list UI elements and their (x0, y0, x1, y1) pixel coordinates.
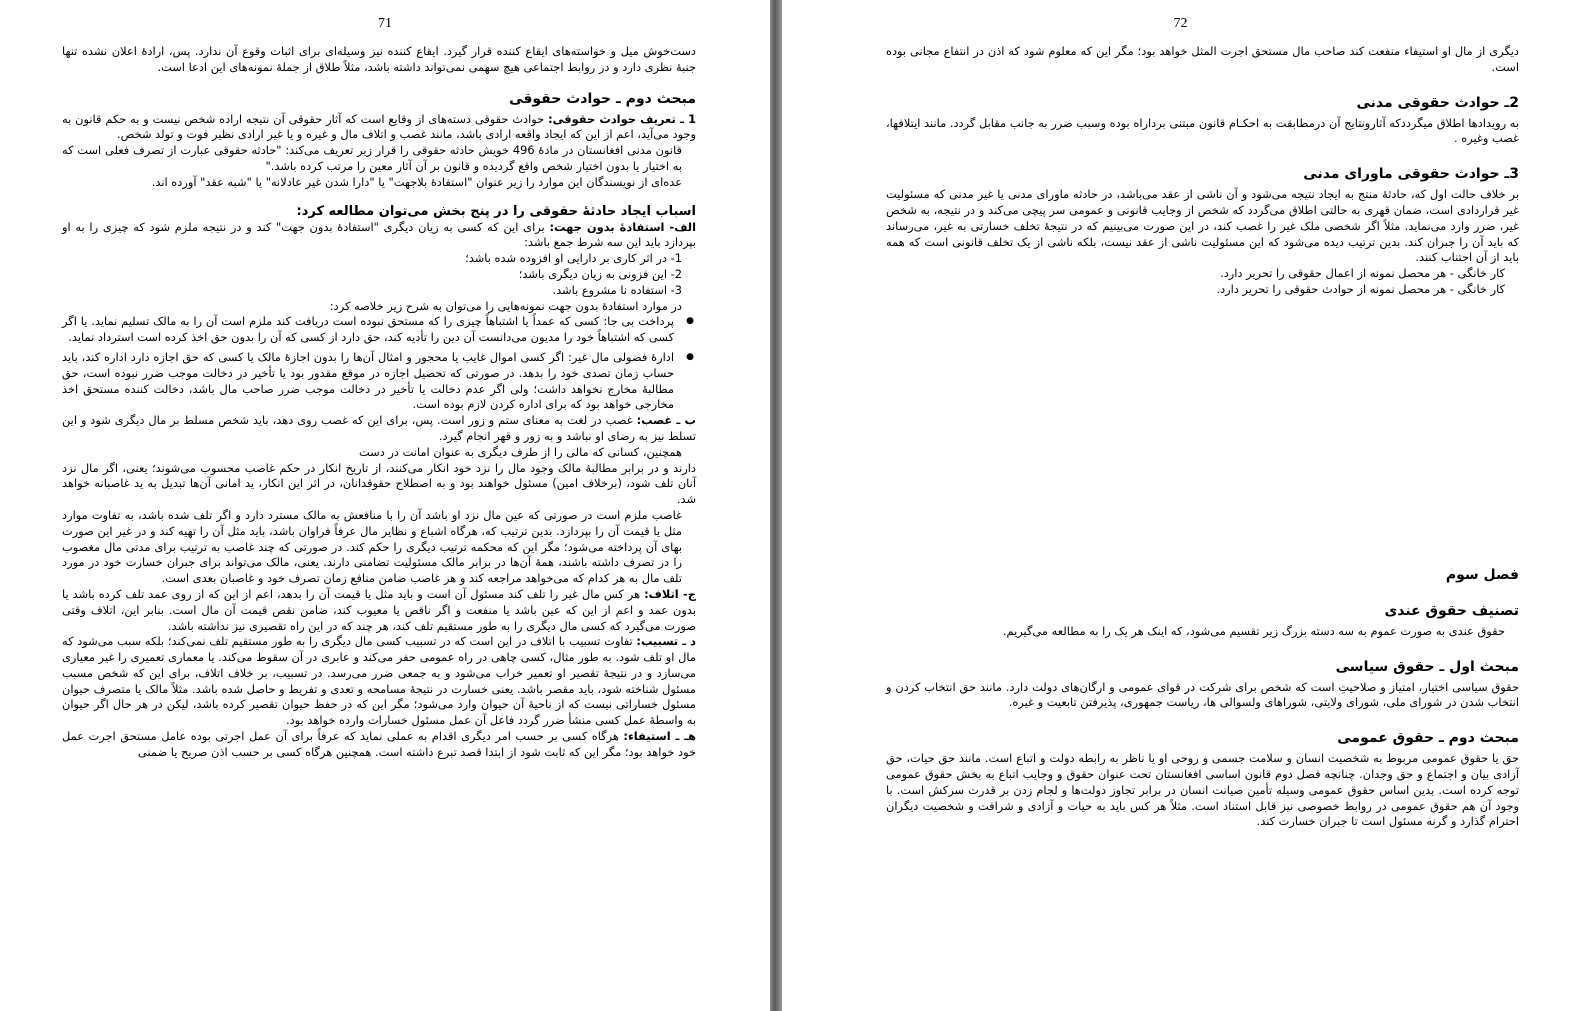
paragraph-intro: دست‌خوش میل و خواسته‌های ایقاع کننده قرار گیرد. ایقاع کننده نیز وسیله‌ای برای اثبات وقوع آن ندارد. پس، ارادهٔ اعلان نشده تنها جنبهٔ نظری دارد و در روابط اجتماعی هیچ سهمی نمی‌تواند داشته باشد، مثلاً طلاق از جملهٔ نمونه‌های این ادعا است. (62, 44, 696, 74)
condition-item: 1- در اثر کاری بر دارایی او افزوده شده باشد؛ (465, 251, 682, 266)
paragraph-dal (62, 634, 696, 729)
page-content (886, 44, 1519, 830)
page-number: 72 (1173, 16, 1188, 31)
homework-item: کار خانگی - هر محصل نمونه از اعمال حقوقی را تحریر دارد. (1220, 266, 1505, 281)
dal-label: د ـ تسبیب: (636, 634, 696, 649)
paragraph-intro: دیگری از مال او استیفاء منفعت کند صاحب مال مستحق اجرت المثل خواهد بود؛ مگر این که معلوم شود که اذن در انتفاع مجانی بوده است. (886, 44, 1519, 74)
paragraph-extra-civil: بر خلاف حالت اول که، حادثهٔ منتج به ایجاد نتیجه می‌شود و آن ناشی از عقد می‌باشد، در حادثه ماورای مدنی یا غیر مدنی که مسئولیت غیر قراردادی است، ضمان قهری به حالتی اطلاق می‌گردد که شخص از وجایب قانونی و عمومی سر پیچی می‌کند و در نتیجه، به شخص غیر، ضرر وارد می‌نماید. مثلاً اگر شخصی ملک غیر را غصب کند، در این صورت می‌بینیم که در نتیجهٔ تخلف خسارتی به غیر، می‌رساند که باید آن را جبران کند. بدین ترتیب دیده می‌شود که این مسئولیت ناشی از عقد نیست، بلکه ناشی از یک تخلف قانونی است که همه باید از آن اجتناب کنند. (886, 187, 1519, 265)
condition-item: 3- استفاده نا مشروع باشد. (552, 282, 682, 297)
section-heading-political: مبحث اول ـ حقوق سیاسی (1335, 658, 1519, 675)
definition-label: 1 ـ تعریف حوادث حقوقی: (548, 111, 696, 126)
chapter-title: فصل سوم (1445, 566, 1519, 583)
example-item: ● ادارهٔ فضولی مال غیر: اگر کسی اموال غایب یا محجور و امثال آن‌ها را بدون اجازهٔ مالک یا کسی که حق اجازه دارد اداره کند، باید حساب زمان تصدی خود را بدهد. در صورتی که تحصیل اجازه در موقع مقدور بود یا تأخیر در دخالت موجب ضرر نبوده است، حق مطالبهٔ مخارج نخواهد داشت؛ ولی اگر عدم دخالت یا تأخیر در دخالت موجب ضرر صاحب مال باشد، دخالت کننده مستحق اخذ مخارجی خواهد بود که برای اداره کردن لازم بوده است. (62, 350, 674, 413)
page-left (0, 0, 770, 1011)
be-label: ب ـ غصب: (636, 413, 697, 428)
paragraph-public: حق یا حقوق عمومی مربوط به شخصیت انسان و سلامت جسمی و روحی او یا ناظر به رابطه دولت و اتباع است. مانند حق حیات، حق آزادی بیان و اجتماع و حق وجدان. چنانچه فصل دوم قانون اساسی افغانستان تحت عنوان حقوق و وجایب اتباع به بخش حقوق عمومی توجه کرده است. بدین اساس حقوق عمومی وسیله تأمین صیانت انسان در برابر تجاوز دولت‌ها و لجام زدن بر قدرت سرکش است. با وجود آن هم حقوق عمومی در روابط خصوصی نیز قابل استناد است. مثلاً هر کس باید به حیات و آزادی و شرافت و شخصیت دیگران احترام گذارد و گرنه مسئول است تا جبران خسارت کند. (886, 751, 1519, 829)
paragraph-examples-intro: در موارد استفادهٔ بدون جهت نمونه‌هایی را می‌توان به شرح زیر خلاصه کرد: (329, 298, 682, 313)
page-number: 71 (378, 16, 392, 31)
paragraph-political: حقوق سیاسی اختیار، امتیاز و صلاحیتِ است که شخص برای شرکت در قوای عمومی و ارگان‌های دولت دارد. مانند حق انتخاب کردن و انتخاب شدن در شورای ملی، شورای ولایتی، شوراهای ولسوالی ها، ریاست جمهوری، پذیرفتن تابعیت و غیره. (886, 679, 1519, 710)
paragraph-alef (62, 220, 696, 252)
he-text: هرگاه کسی بر حسب امر دیگری اقدام به عملی نماید که عرفاً برای آن عمل اجرتی بوده عامل مستحق اجرت عمل خود خواهد بود؛ مگر این که ثابت شود از ابتدا قصد تبرع داشته است. همچنین هرگاه کسی بر حسب اذن صریح یا ضمنی (62, 729, 696, 759)
paragraph-civil: به رویدادها اطلاق میگرددکه آثارونتایج آن درمطابقت به احکـام قانون مبتنی برداراه بوده وسبب ضرر به جانب مقابل گردد. مانند ایتلافها، غصب وغیره . (886, 115, 1519, 146)
he-label: هـ ـ استیفاء: (623, 729, 697, 744)
section-heading-civil: 2ـ حوادث حقوقی مدنی (1356, 94, 1519, 111)
paragraph-classification: حقوق عندی به صورت عموم به سه دسته بزرگ زیر تقسیم می‌شود، که اینک هر یک را به مطالعه می‌گیریم. (1002, 623, 1505, 638)
jim-text: هر کس مال غیر را تلف کند مسئول آن است و باید مثل یا قیمت آن را بدهد، اعم از این که از روی عمد تلف کرده باشد یا بدون عمد و اعم از این که عین باشد یا منفعت و اگر ناقص یا معیوب کند، ضامن نقص قیمت آن مال است. بنابر این، اتلاف وقتی صورت می‌گیرد که کسی مال دیگری را به طور مستقیم تلف کند، هر چند که در این راه تقصیری نیز نداشته باشد. (62, 586, 696, 633)
section-heading-legal-events: مبحث دوم ـ حوادث حقوقی (509, 90, 696, 107)
jim-label: ج- اتلاف: (644, 586, 696, 601)
section-heading-public: مبحث دوم ـ حقوق عمومی (1337, 730, 1519, 747)
definition-text: حوادث حقوقی دسته‌های از وقایع است که آثار حقوقی آن نتیجه اراده شخص نیست و به حکم قانون به وجود می‌آید، اعم از این که ایجاد واقعه ارادی باشد، مانند غصب و اتلاف مال و غیره و یا غیر ارادی نظیر فوت و تولد شخص. (62, 111, 696, 142)
be-text: غصب در لغت به معنای ستم و زور است. پس، برای این که غصب روی دهد، باید شخص مسلط بر مال دیگری شود و این تسلط نیز به رضای او نباشد و به زور و قهر انجام گیرد. (62, 413, 696, 443)
paragraph-amanat: همچنین، کسانی که مالی را از طرف دیگری به عنوان امانت در دست (358, 444, 682, 459)
paragraph-be (62, 413, 696, 445)
paragraph-civil-law: قانون مدنی افغانستان در مادهٔ 496 خویش حادثه حقوقی را قرار زیر تعریف می‌کند: "حادثه حقوقی عبارت از تصرف فعلی است که به اختیار یا بدون اختیار شخص واقع گردیده و قانون بر آن آثار معین را مرتب کرده باشد." (62, 143, 682, 173)
alef-text: برای این که کسی به زیان دیگری "استفادهٔ بدون جهت" کند و در نتیجه ملزم شود که چیزی را به او بپردازد باید این سه شرط جمع باشد: (62, 219, 696, 250)
section-heading-extra-civil: 3ـ حوادث حقوقی ماورای مدنی (1303, 166, 1519, 183)
example-item: ● پرداخت بی جا: کسی که عمداً یا اشتباهاً چیزی را که مستحق نبوده است دریافت کند ملزم است آن را به مالک تسلیم نماید. یا اگر کسی که اشتباهاً خود را مدیون می‌دانست آن دین را تأدیه کند، حق دارد از کسی که آن را بدون حق اخذ کرده است استرداد نماید. (62, 314, 674, 346)
page-content (62, 44, 696, 761)
paragraph-authors: عده‌ای از نویسندگان این موارد را زیر عنوان "استفادهٔ بلاجهت" یا "دارا شدن غیر عادلانه" یا "شبه عقد" آورده اند. (151, 174, 682, 189)
example-list (62, 314, 696, 413)
page-right (782, 0, 1579, 1011)
section-heading-classification: تصنیف حقوق عندی (1384, 602, 1519, 619)
dal-text: تفاوت تسبیب با اتلاف در این است که در تسبیب کسی مال دیگری را به طور مستقیم تلف نمی‌کند؛ بلکه سبب می‌شود که مال او تلف شود. به طور مثال، کسی چاهی در راه عمومی حفر می‌کند و عابری در آن سقوط می‌کند. یا معماری تعمیری را غیر معیاری می‌سازد و در نتیجهٔ تقصیر او تعمیر خراب می‌شود و به جمعی ضرر می‌رسد. در تسبیب، بر خلاف اتلاف، برای این که شخص مسبب مسئول شناخته شود، باید مقصر باشد. یعنی خسارت در نتیجهٔ مسامحه و تعدی و تفریط و حاصل شده باشد. مثلاً مالک یا متصرف حیوان مسئول خساراتی نیست که از ناحیهٔ آن حیوان وارد می‌شود؛ مگر این که در حفظ حیوان تقصیر کرده باشد، لیکن در هر حال اگر حیوان به واسطهٔ عمل کسی منشأ ضرر گردد فاعل آن عمل مسئول خسارات وارده خواهد بود. (62, 634, 696, 728)
homework-item: کار خانگی - هر محصل نمونه از حوادث حقوقی را تحریر دارد. (1216, 281, 1505, 296)
section-heading-causes: اسباب ایجاد حادثهٔ حقوقی را در پنج بخش می‌توان مطالعه کرد: (296, 203, 696, 219)
paragraph-he (62, 729, 696, 761)
condition-item: 2- این فزونی به زیان دیگری باشد؛ (518, 266, 682, 281)
paragraph-denial: دارند و در برابر مطالبهٔ مالک وجود مال را نزد خود انکار می‌کنند، از تاریخ انکار در حکم غاصب محسوب می‌شوند؛ یعنی، اگر مال نزد آنان تلف شود، (برخلاف امین) مسئول خواهند بود و به اصطلاح حقوقدانان، در اثر این انکار، ید امانی آن‌ها تبدیل به ید غاصبانه خواهد شد. (62, 460, 696, 507)
paragraph-ghasib: غاصب ملزم است در صورتی که عین مال نزد او باشد آن را با منافعش به مالک مسترد دارد و اگر تلف شده باشد، به تفاوت موارد مثل یا قیمت آن را بپردازد. بدین ترتیب که، هرگاه اشباع و نظایر مال عرفاً فراوان باشد، باید مثل آن را تهیه کند و در غیر این صورت بهای آن پرداخته می‌شود؛ مگر این که محکمه ترتیب دیگری را حکم کند. در صورتی که چند غاصب به ترتیب برای مدتی مال مغصوب را در تصرف داشته باشند، همهٔ آن‌ها در برابر مالک مسئولیت تضامنی دارند. یعنی، مالک می‌تواند برای جبران خسارت خود در مورد تلف مال به هر کدام که می‌خواهد مراجعه کند و هر غاصب ضامن منافع زمان تصرف خود و غاصبان بعدی است. (62, 507, 682, 586)
page-gutter (770, 0, 782, 1011)
alef-label: الف- استفادهٔ بدون جهت: (549, 219, 696, 234)
paragraph-jim (62, 587, 696, 634)
paragraph-definition (62, 112, 696, 144)
